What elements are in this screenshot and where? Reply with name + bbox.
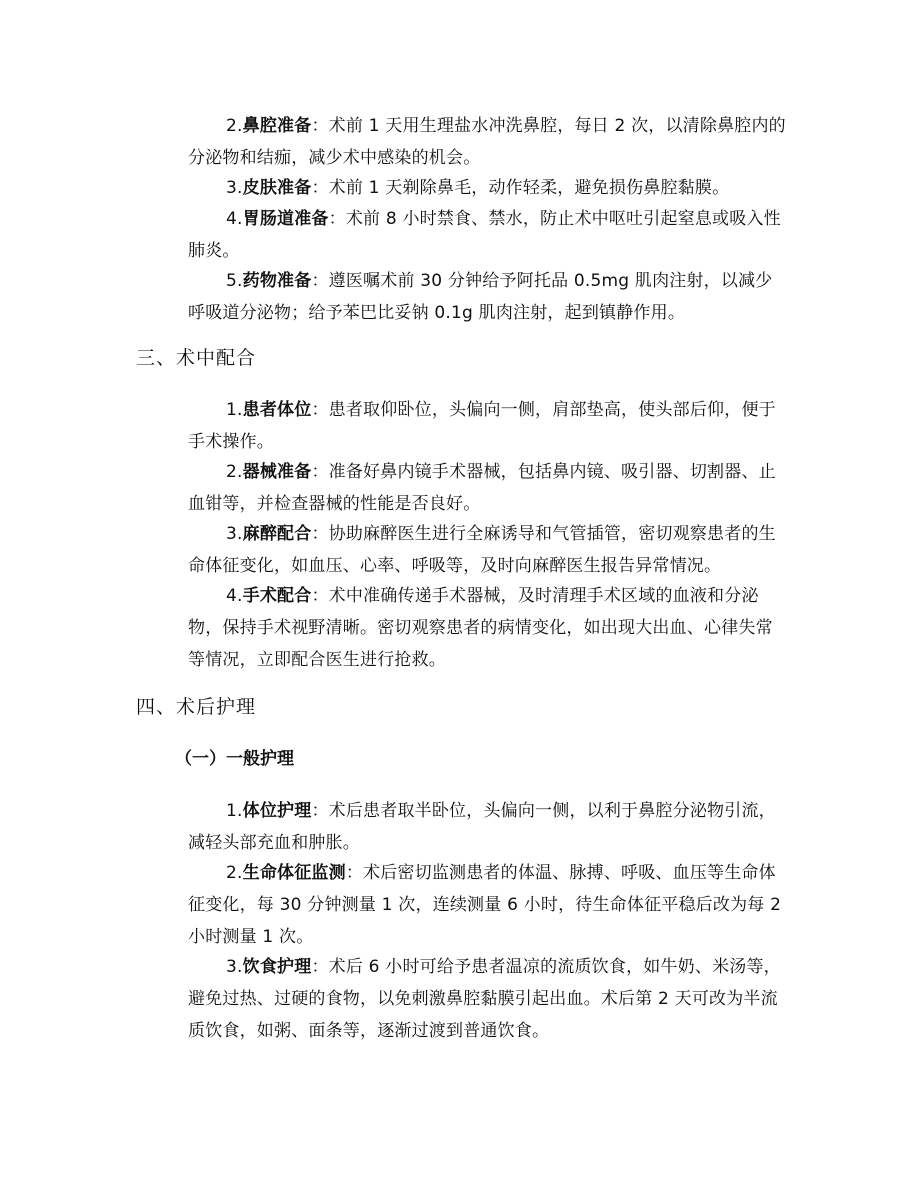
item-term: 患者体位 bbox=[242, 400, 312, 420]
item-number: 1. bbox=[226, 801, 243, 821]
postop-item-diet bbox=[188, 951, 788, 1047]
item-term: 体位护理 bbox=[242, 801, 312, 821]
item-term: 器械准备 bbox=[242, 462, 312, 482]
item-term: 皮肤准备 bbox=[242, 178, 312, 198]
item-term: 胃肠道准备 bbox=[242, 209, 329, 229]
item-text: 术前 1 天用生理盐水冲洗鼻腔，每日 2 次，以清除鼻腔内的分泌物和结痂，减少术中感染的机会。 bbox=[188, 116, 786, 168]
item-number: 5. bbox=[226, 271, 243, 291]
prep-item-gi bbox=[188, 203, 788, 267]
item-number: 1. bbox=[226, 400, 243, 420]
item-text: 术后 6 小时可给予患者温凉的流质饮食，如牛奶、米汤等，避免过热、过硬的食物，以免刺激鼻腔黏膜引起出血。术后第 2 天可改为半流质饮食，如粥、面条等，逐渐过渡到普通饮食。 bbox=[188, 957, 781, 1041]
item-separator: ： bbox=[328, 209, 346, 229]
item-separator: ： bbox=[311, 524, 329, 544]
item-text: 术中准确传递手术器械，及时清理手术区域的血液和分泌物，保持手术视野清晰。密切观察患者的病情变化，如出现大出血、心律失常等情况，立即配合医生进行抢救。 bbox=[188, 586, 773, 670]
item-number: 2. bbox=[226, 462, 243, 482]
item-text: 术后密切监测患者的体温、脉搏、呼吸、血压等生命体征变化，每 30 分钟测量 1 次，连续测量 6 小时，待生命体征平稳后改为每 2 小时测量 1 次。 bbox=[188, 863, 782, 947]
intraop-item-surgery bbox=[188, 580, 788, 676]
item-separator: ： bbox=[311, 462, 329, 482]
item-number: 3. bbox=[226, 178, 243, 198]
item-term: 鼻腔准备 bbox=[242, 116, 312, 136]
item-text: 术前 8 小时禁食、禁水，防止术中呕吐引起窒息或吸入性肺炎。 bbox=[188, 209, 781, 261]
item-term: 麻醉配合 bbox=[242, 524, 312, 544]
postop-item-vitals bbox=[188, 857, 788, 953]
intraop-item-anesthesia bbox=[188, 518, 788, 582]
item-term: 手术配合 bbox=[242, 586, 312, 606]
intraop-item-instruments bbox=[188, 456, 788, 520]
subsection-heading-general-care: （一）一般护理 bbox=[175, 749, 294, 769]
item-number: 4. bbox=[226, 209, 243, 229]
item-separator: ： bbox=[311, 801, 329, 821]
item-term: 药物准备 bbox=[242, 271, 312, 291]
item-text: 患者取仰卧位，头偏向一侧，肩部垫高，使头部后仰，便于手术操作。 bbox=[188, 400, 776, 452]
item-term: 生命体征监测 bbox=[242, 863, 346, 883]
prep-item-skin bbox=[188, 172, 788, 204]
item-separator: ： bbox=[311, 586, 329, 606]
item-number: 3. bbox=[226, 957, 243, 977]
item-number: 3. bbox=[226, 524, 243, 544]
item-text: 协助麻醉医生进行全麻诱导和气管插管，密切观察患者的生命体征变化，如血压、心率、呼吸等，及时向麻醉医生报告异常情况。 bbox=[188, 524, 776, 576]
item-number: 2. bbox=[226, 863, 243, 883]
prep-item-nasal bbox=[188, 110, 788, 174]
item-term: 饮食护理 bbox=[242, 957, 312, 977]
item-separator: ： bbox=[311, 116, 329, 136]
section-heading-postop: 四、术后护理 bbox=[136, 696, 257, 718]
item-separator: ： bbox=[311, 271, 329, 291]
section-heading-intraop: 三、术中配合 bbox=[136, 347, 257, 369]
item-text: 术前 1 天剃除鼻毛，动作轻柔，避免损伤鼻腔黏膜。 bbox=[328, 178, 730, 198]
item-separator: ： bbox=[311, 957, 329, 977]
item-separator: ： bbox=[345, 863, 364, 883]
intraop-item-position bbox=[188, 394, 788, 458]
prep-item-drug bbox=[188, 265, 788, 329]
item-number: 2. bbox=[226, 116, 243, 136]
item-text: 术后患者取半卧位，头偏向一侧，以利于鼻腔分泌物引流，减轻头部充血和肿胀。 bbox=[188, 801, 776, 853]
item-number: 4. bbox=[226, 586, 243, 606]
item-separator: ： bbox=[311, 178, 329, 198]
item-separator: ： bbox=[311, 400, 329, 420]
postop-item-position bbox=[188, 795, 788, 859]
item-text: 遵医嘱术前 30 分钟给予阿托品 0.5mg 肌肉注射，以减少呼吸道分泌物；给予苯巴比妥钠 0.1g 肌肉注射，起到镇静作用。 bbox=[188, 271, 773, 323]
item-text: 准备好鼻内镜手术器械，包括鼻内镜、吸引器、切割器、止血钳等，并检查器械的性能是否良好。 bbox=[188, 462, 776, 514]
